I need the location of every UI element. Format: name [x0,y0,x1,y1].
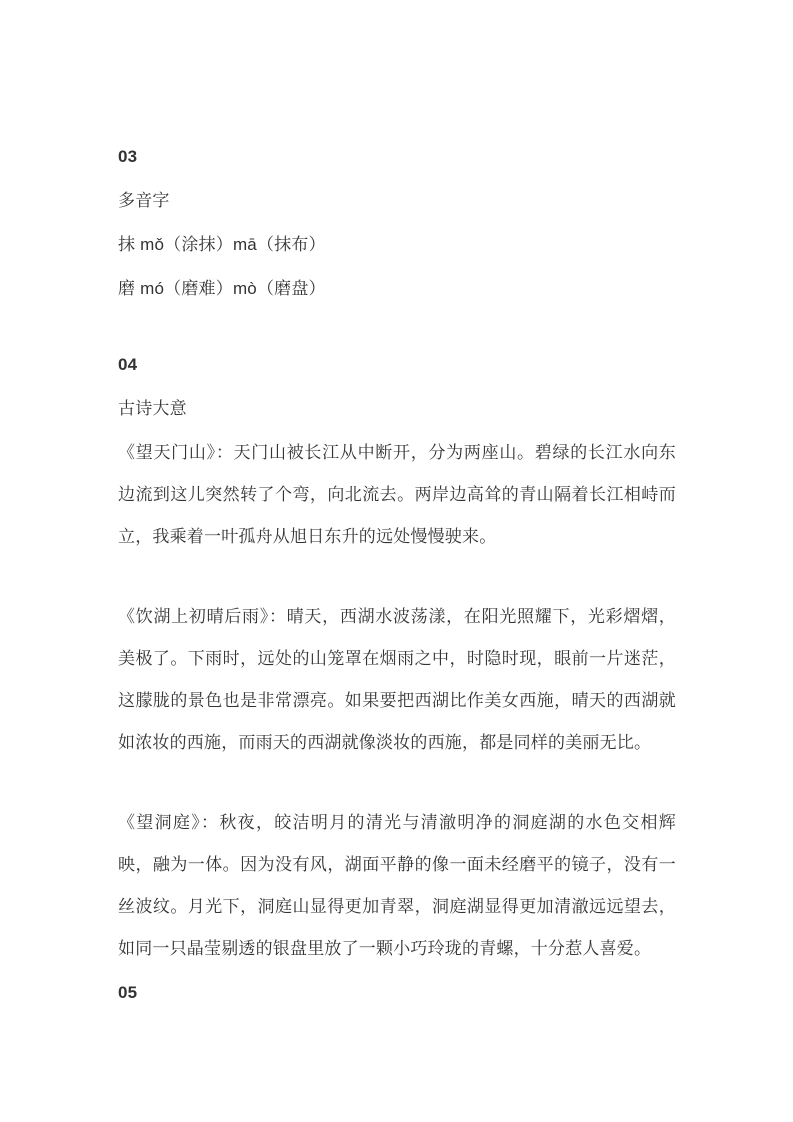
poem-paraphrase-wang-dongting: 《望洞庭》：秋夜，皎洁明月的清光与清澈明净的洞庭湖的水色交相辉映，融为一体。因为没有风，湖面平静的像一面未经磨平的镜子，没有一丝波纹。月光下，洞庭山显得更加青翠，洞庭湖显得更加清澈远远望去，如同一只晶莹剔透的银盘里放了一颗小巧玲珑的青螺，十分惹人喜爱。 [118,813,676,958]
section-04-title: 古诗大意 [118,399,187,418]
section-03-number: 03 [118,147,138,166]
section-03-title: 多音字 [118,191,170,210]
polyphone-line-mo2: 磨 mó（磨难）mò（磨盘） [118,279,326,298]
section-04-number: 04 [118,355,138,374]
poem-paraphrase-wang-tianmenshan: 《望天门山》：天门山被长江从中断开，分为两座山。碧绿的长江水向东边流到这儿突然转了个弯，向北流去。两岸边高耸的青山隔着长江相峙而立，我乘着一叶孤舟从旭日东升的远处慢慢驶来。 [118,443,676,546]
polyphone-line-mo: 抹 mǒ（涂抹）mā（抹布） [118,235,326,254]
poem-paraphrase-yinhu-shangchu-qinghouyu: 《饮湖上初晴后雨》：晴天，西湖水波荡漾，在阳光照耀下，光彩熠熠，美极了。下雨时，远处的山笼罩在烟雨之中，时隐时现，眼前一片迷茫，这朦胧的景色也是非常漂亮。如果要把西湖比作美女西施，晴天的西湖就如浓妆的西施，而雨天的西湖就像淡妆的西施，都是同样的美丽无比。 [118,607,676,752]
section-05-number: 05 [118,983,138,1002]
